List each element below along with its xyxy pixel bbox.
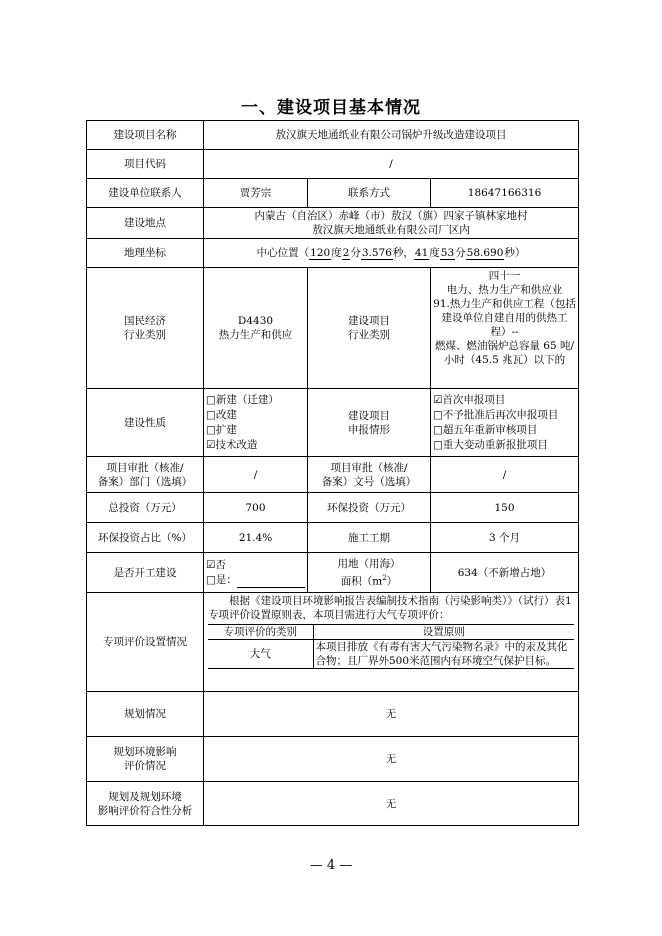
label-project-code: 项目代码 <box>87 150 204 179</box>
label-project-category <box>308 268 431 389</box>
value-contact: 贾芳宗 <box>204 179 308 208</box>
label-nature: 建设性质 <box>87 389 204 457</box>
land-area-line1: 用地（用海） <box>337 557 401 570</box>
inner-principle-text: 本项目排放《有毒有害大气污染物名录》中的汞及其化合物；且厂界外500米范围内有环境空气保护目标。 <box>313 640 574 669</box>
label-approval-dept <box>87 457 204 493</box>
value-coordinates <box>204 239 579 268</box>
label-report-type <box>308 389 431 457</box>
label-plan: 规划情况 <box>87 692 204 737</box>
category-text-1: 四十一 <box>488 270 521 282</box>
value-plan-conformity: 无 <box>204 782 579 826</box>
row-started <box>87 553 579 593</box>
value-approval-doc: / <box>431 457 579 493</box>
label-approval-doc <box>308 457 431 493</box>
min-unit-2: 分 <box>455 247 466 259</box>
value-project-name: 敖汉旗天地通纸业有限公司锅炉升级改造建设项目 <box>204 121 579 150</box>
approval-doc-line2: 备案）文号（选填） <box>321 475 417 488</box>
started-yes-line <box>206 573 305 588</box>
plan-conf-line2: 影响评价符合性分析 <box>97 804 193 817</box>
checkbox-new-build[interactable]: □新建（迁建） <box>206 393 279 406</box>
checkbox-expand[interactable]: □扩建 <box>206 423 237 436</box>
row-contact <box>87 179 579 208</box>
label-duration: 施工工期 <box>308 523 431 553</box>
lat-minutes: 53 <box>440 247 455 259</box>
value-special-eval <box>204 593 579 692</box>
inner-header-row <box>208 625 574 640</box>
row-plan-eia <box>87 737 579 782</box>
plan-conf-line1: 规划及规划环境 <box>108 790 182 803</box>
value-phone: 18647166316 <box>431 179 579 208</box>
checkbox-started[interactable]: □是： <box>206 573 237 586</box>
label-plan-conformity <box>87 782 204 826</box>
label-phone: 联系方式 <box>308 179 431 208</box>
value-location <box>204 208 579 239</box>
page-number: — 4 — <box>309 858 353 873</box>
started-blank-line <box>237 587 305 588</box>
coord-suffix: 秒） <box>504 247 526 259</box>
coord-prefix: 中心位置（ <box>256 247 310 259</box>
checkbox-major-change[interactable]: □重大变动重新报批项目 <box>433 438 548 451</box>
row-approval <box>87 457 579 493</box>
checkbox-tech-upgrade[interactable]: ☑技术改造 <box>206 438 258 451</box>
value-industry-code <box>204 268 308 389</box>
industry-code: D4430 <box>237 315 274 327</box>
project-info-table <box>86 120 579 826</box>
label-env-investment: 环保投资（万元） <box>308 493 431 523</box>
checkbox-not-started[interactable]: ☑否 <box>206 558 226 571</box>
category-text-2: 电力、热力生产和供应业 <box>446 284 563 296</box>
special-eval-paragraph: 根据《建设项目环境影响报告表编制技术指南（污染影响类）》（试行）表1专项评价设置原则表，本项目需进行大气专项评价： <box>208 595 572 621</box>
label-industry <box>87 268 204 389</box>
plan-eia-line2: 评价情况 <box>124 760 166 772</box>
inner-header-category: 专项评价的类别 <box>208 625 313 640</box>
checkbox-rebuild[interactable]: □改建 <box>206 408 237 421</box>
deg-unit: 度 <box>331 247 342 259</box>
location-line2: 敖汉旗天地通纸业有限公司厂区内 <box>312 224 470 236</box>
industry-label-line2: 行业类别 <box>124 329 166 341</box>
value-env-ratio: 21.4% <box>204 523 308 553</box>
report-options <box>431 389 579 457</box>
value-approval-dept: / <box>204 457 308 493</box>
row-location <box>87 208 579 239</box>
land-area-close: ） <box>386 575 398 588</box>
label-env-ratio: 环保投资占比（%） <box>87 523 204 553</box>
min-unit: 分 <box>350 247 361 259</box>
category-label-line1: 建设项目 <box>348 315 390 327</box>
land-area-line2 <box>310 571 428 589</box>
industry-label-line1: 国民经济 <box>124 315 166 327</box>
inner-category-air: 大气 <box>208 640 313 669</box>
row-ratio <box>87 523 579 553</box>
category-label-line2: 行业类别 <box>348 329 390 341</box>
row-coordinates <box>87 239 579 268</box>
label-land-area <box>308 553 431 593</box>
row-project-name <box>87 121 579 150</box>
category-text-4: 燃煤、燃油锅炉总容量 65 吨/小时（45.5 兆瓦）以下的 <box>434 340 575 366</box>
page-title: 一、建设项目基本情况 <box>241 98 421 118</box>
special-eval-inner-table <box>208 624 574 669</box>
plan-eia-line1: 规划环境影响 <box>113 746 177 758</box>
inner-header-principle: 设置原则 <box>313 625 574 640</box>
row-nature <box>87 389 579 457</box>
started-options <box>204 553 308 593</box>
label-contact: 建设单位联系人 <box>87 179 204 208</box>
row-plan-conformity <box>87 782 579 826</box>
report-label-line2: 申报情形 <box>348 423 390 436</box>
land-area-unit: 面积（m <box>340 575 383 588</box>
value-project-code: / <box>204 150 579 179</box>
lon-degrees: 120 <box>310 247 331 259</box>
value-duration: 3 个月 <box>431 523 579 553</box>
nature-options <box>204 389 308 457</box>
row-plan <box>87 692 579 737</box>
category-text-3: 91.热力生产和供应工程（包括建设单位自建自用的供热工程）-- <box>433 298 576 338</box>
checkbox-resubmit[interactable]: □不予批准后再次申报项目 <box>433 408 559 421</box>
approval-doc-line1: 项目审批（核准/ <box>330 461 408 474</box>
location-line1: 内蒙古（自治区）赤峰（市）敖汉（旗）四家子镇林家地村 <box>254 210 528 222</box>
value-project-category <box>431 268 579 389</box>
value-total-investment: 700 <box>204 493 308 523</box>
row-project-code <box>87 150 579 179</box>
row-investment <box>87 493 579 523</box>
value-land-area: 634（不新增占地） <box>431 553 579 593</box>
sec-unit: 秒， <box>392 247 414 259</box>
approval-dept-line1: 项目审批（核准/ <box>106 461 184 474</box>
row-industry <box>87 268 579 389</box>
row-special-eval <box>87 593 579 692</box>
approval-dept-line2: 备案）部门（选填） <box>97 475 193 488</box>
value-env-investment: 150 <box>431 493 579 523</box>
checkbox-first-report[interactable]: ☑首次申报项目 <box>433 393 506 406</box>
label-project-name: 建设项目名称 <box>87 121 204 150</box>
label-total-investment: 总投资（万元） <box>87 493 204 523</box>
lon-minutes: 2 <box>342 247 350 259</box>
checkbox-five-year[interactable]: □超五年重新审核项目 <box>433 423 538 436</box>
lat-degrees: 41 <box>414 247 429 259</box>
report-label-line1: 建设项目 <box>348 409 390 422</box>
value-plan: 无 <box>204 692 579 737</box>
label-location: 建设地点 <box>87 208 204 239</box>
label-plan-eia <box>87 737 204 782</box>
label-started: 是否开工建设 <box>87 553 204 593</box>
lon-seconds: 3.576 <box>361 247 392 259</box>
land-area-sup: 2 <box>382 573 387 582</box>
label-special-eval: 专项评价设置情况 <box>87 593 204 692</box>
inner-data-row <box>208 640 574 669</box>
value-plan-eia: 无 <box>204 737 579 782</box>
lat-seconds: 58.690 <box>466 247 504 259</box>
label-coordinates: 地理坐标 <box>87 239 204 268</box>
deg-unit-2: 度 <box>429 247 440 259</box>
industry-code-name: 热力生产和供应 <box>218 329 293 341</box>
